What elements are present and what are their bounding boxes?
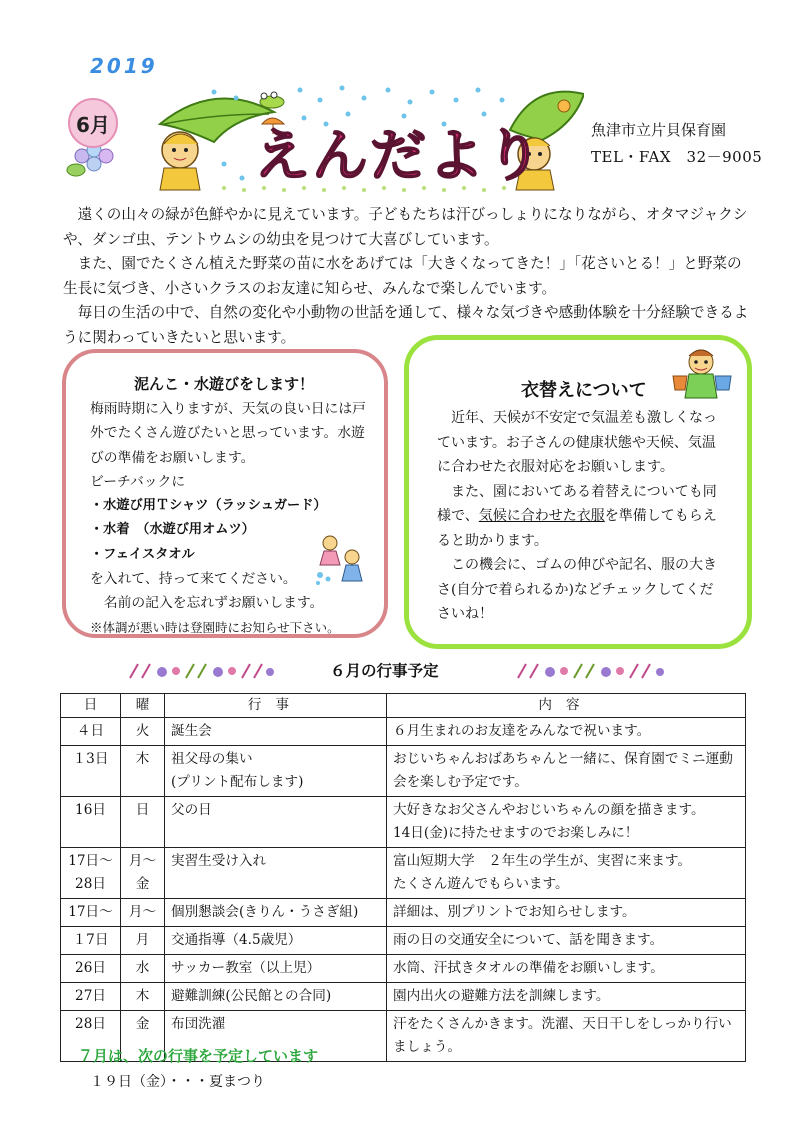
month-badge: 6月 — [68, 98, 118, 148]
cell-day: 水 — [121, 955, 165, 983]
table-row — [61, 718, 746, 746]
list-item: ・フェイスタオル — [90, 546, 195, 562]
clothes-kid-icon — [671, 346, 733, 402]
underlined-phrase: 気候に合わせた衣服 — [478, 508, 605, 524]
cell-day: 月 — [121, 927, 165, 955]
cell-detail: 雨の日の交通安全について、話を聞きます。 — [387, 927, 746, 955]
table-row — [61, 983, 746, 1011]
cell-day: 日 — [121, 797, 165, 848]
box-body — [90, 397, 370, 640]
box-line: 梅雨時期に入りますが、天気の良い日には戸外でたくさん遊びたいと思っています。水遊びの準備をお願いします。 — [90, 401, 366, 466]
intro-text — [63, 203, 753, 350]
cell-detail: 園内出火の避難方法を訓練します。 — [387, 983, 746, 1011]
text-fragment: また、園においてある着替えについても同様で、 — [437, 483, 717, 524]
cell-date: 27日 — [61, 983, 121, 1011]
cell-detail: 水筒、汗拭きタオルの準備をお願いします。 — [387, 955, 746, 983]
table-row — [61, 899, 746, 927]
column-header-date: 日 — [61, 694, 121, 718]
mud-water-play-box — [62, 349, 388, 638]
list-item: ・水遊び用Ｔシャツ（ラッシュガード） — [90, 498, 327, 514]
cell-detail: ６月生まれのお友達をみんなで祝います。 — [387, 718, 746, 746]
cell-date: 28日 — [61, 1011, 121, 1062]
column-header-event: 行事 — [165, 694, 387, 718]
decorative-border-icon — [516, 662, 666, 680]
water-play-kids-icon — [314, 531, 370, 587]
cell-detail: 詳細は、別プリントでお知らせします。 — [387, 899, 746, 927]
school-tel: TEL・FAX 32－9005 — [591, 148, 763, 166]
cell-date: 16日 — [61, 797, 121, 848]
year-label: 2019 — [90, 54, 158, 78]
box-title: 泥んこ・水遊びをします！ — [134, 375, 315, 393]
list-item: ・水着 （水遊び用オムツ） — [90, 522, 255, 538]
cell-day: 木 — [121, 746, 165, 797]
school-name: 魚津市立片貝保育園 — [591, 121, 727, 139]
table-row — [61, 746, 746, 797]
cell-date: １3日 — [61, 746, 121, 797]
cell-date: ４日 — [61, 718, 121, 746]
schedule-table — [60, 693, 746, 1062]
intro-paragraph: 遠くの山々の緑が色鮮やかに見えています。子どもたちは汗びっしょりになりながら、オタマジャクシや、ダンゴ虫、テントウムシの幼虫を見つけて大喜びしています。 — [63, 206, 748, 248]
box-title: 衣替えについて — [521, 380, 647, 401]
cell-day: 火 — [121, 718, 165, 746]
cell-date: 17日～ — [61, 899, 121, 927]
column-header-detail: 内容 — [387, 694, 746, 718]
table-row — [61, 797, 746, 848]
intro-paragraph: 毎日の生活の中で、自然の変化や小動物の世話を通して、様々な気づきや感動体験を十分経験できるように関わっていきたいと思います。 — [63, 304, 749, 346]
cell-event: 父の日 — [165, 797, 387, 848]
cell-day: 月～ 金 — [121, 848, 165, 899]
box-line: 名前の記入を忘れずお願いします。 — [103, 595, 324, 612]
box-paragraph: 近年、天候が不安定で気温差も激しくなっています。お子さんの健康状態や天候、気温に合わせた衣服対応をお願いします。 — [437, 410, 717, 475]
frog-icon — [260, 92, 284, 108]
cell-detail: おじいちゃんおばあちゃんと一緒に、保育園でミニ運動会を楽しむ予定です。 — [387, 746, 746, 797]
table-row — [61, 927, 746, 955]
cell-event: 避難訓練(公民館との合同) — [165, 983, 387, 1011]
july-heading: ７月は、次の行事を予定しています — [78, 1047, 319, 1065]
box-paragraph: この機会に、ゴムの伸びや記名、服の大きさ(自分で着られるか)などチェックしてくださいね！ — [437, 557, 717, 622]
table-row — [61, 955, 746, 983]
text-fragment: を準備してもらえると助かります。 — [437, 508, 717, 549]
cell-day: 木 — [121, 983, 165, 1011]
cell-event: 布団洗濯 — [165, 1011, 387, 1062]
table-header-row — [61, 694, 746, 718]
cell-event: 実習生受け入れ — [165, 848, 387, 899]
cell-detail: 富山短期大学 ２年生の学生が、実習に来ます。 たくさん遊んでもらいます。 — [387, 848, 746, 899]
table-row — [61, 848, 746, 899]
cell-detail: 汗をたくさんかきます。洗濯、天日干しをしっかり行いましょう。 — [387, 1011, 746, 1062]
cell-event: 個別懇談会(きりん・うさぎ組) — [165, 899, 387, 927]
box-line: を入れて、持って来てください。 — [90, 571, 297, 588]
schedule-title: ６月の行事予定 — [330, 662, 439, 680]
column-header-day: 曜 — [121, 694, 165, 718]
cell-event: 交通指導（4.5歳児） — [165, 927, 387, 955]
box-note: ※体調が悪い時は登園時にお知らせ下さい。 — [90, 619, 340, 635]
cell-event: 祖父母の集い (プリント配布します) — [165, 746, 387, 797]
cell-event: 誕生会 — [165, 718, 387, 746]
july-event: １９日（金）・・・夏まつり — [90, 1074, 265, 1090]
clothing-change-box — [404, 335, 752, 649]
cell-day: 月～ — [121, 899, 165, 927]
cell-date: 17日～ 28日 — [61, 848, 121, 899]
intro-paragraph: また、園でたくさん植えた野菜の苗に水をあげては「大きくなってきた！」「花さいとる！」と野菜の生長に気づき、小さいクラスのお友達に知らせ、みんなで楽しんでいます。 — [63, 255, 742, 297]
masthead-title: えんだより — [254, 124, 544, 189]
hydrangea-icon — [67, 143, 113, 176]
box-line: ビーチバックに — [90, 473, 186, 490]
box-body — [437, 406, 727, 627]
decorative-border-icon — [128, 662, 276, 680]
cell-event: サッカー教室（以上児） — [165, 955, 387, 983]
cell-day: 金 — [121, 1011, 165, 1062]
cell-date: １7日 — [61, 927, 121, 955]
cell-date: 26日 — [61, 955, 121, 983]
box-paragraph — [437, 480, 727, 554]
cell-detail: 大好きなお父さんやおじいちゃんの顔を描きます。 14日(金)に持たせますのでお楽しみに！ — [387, 797, 746, 848]
